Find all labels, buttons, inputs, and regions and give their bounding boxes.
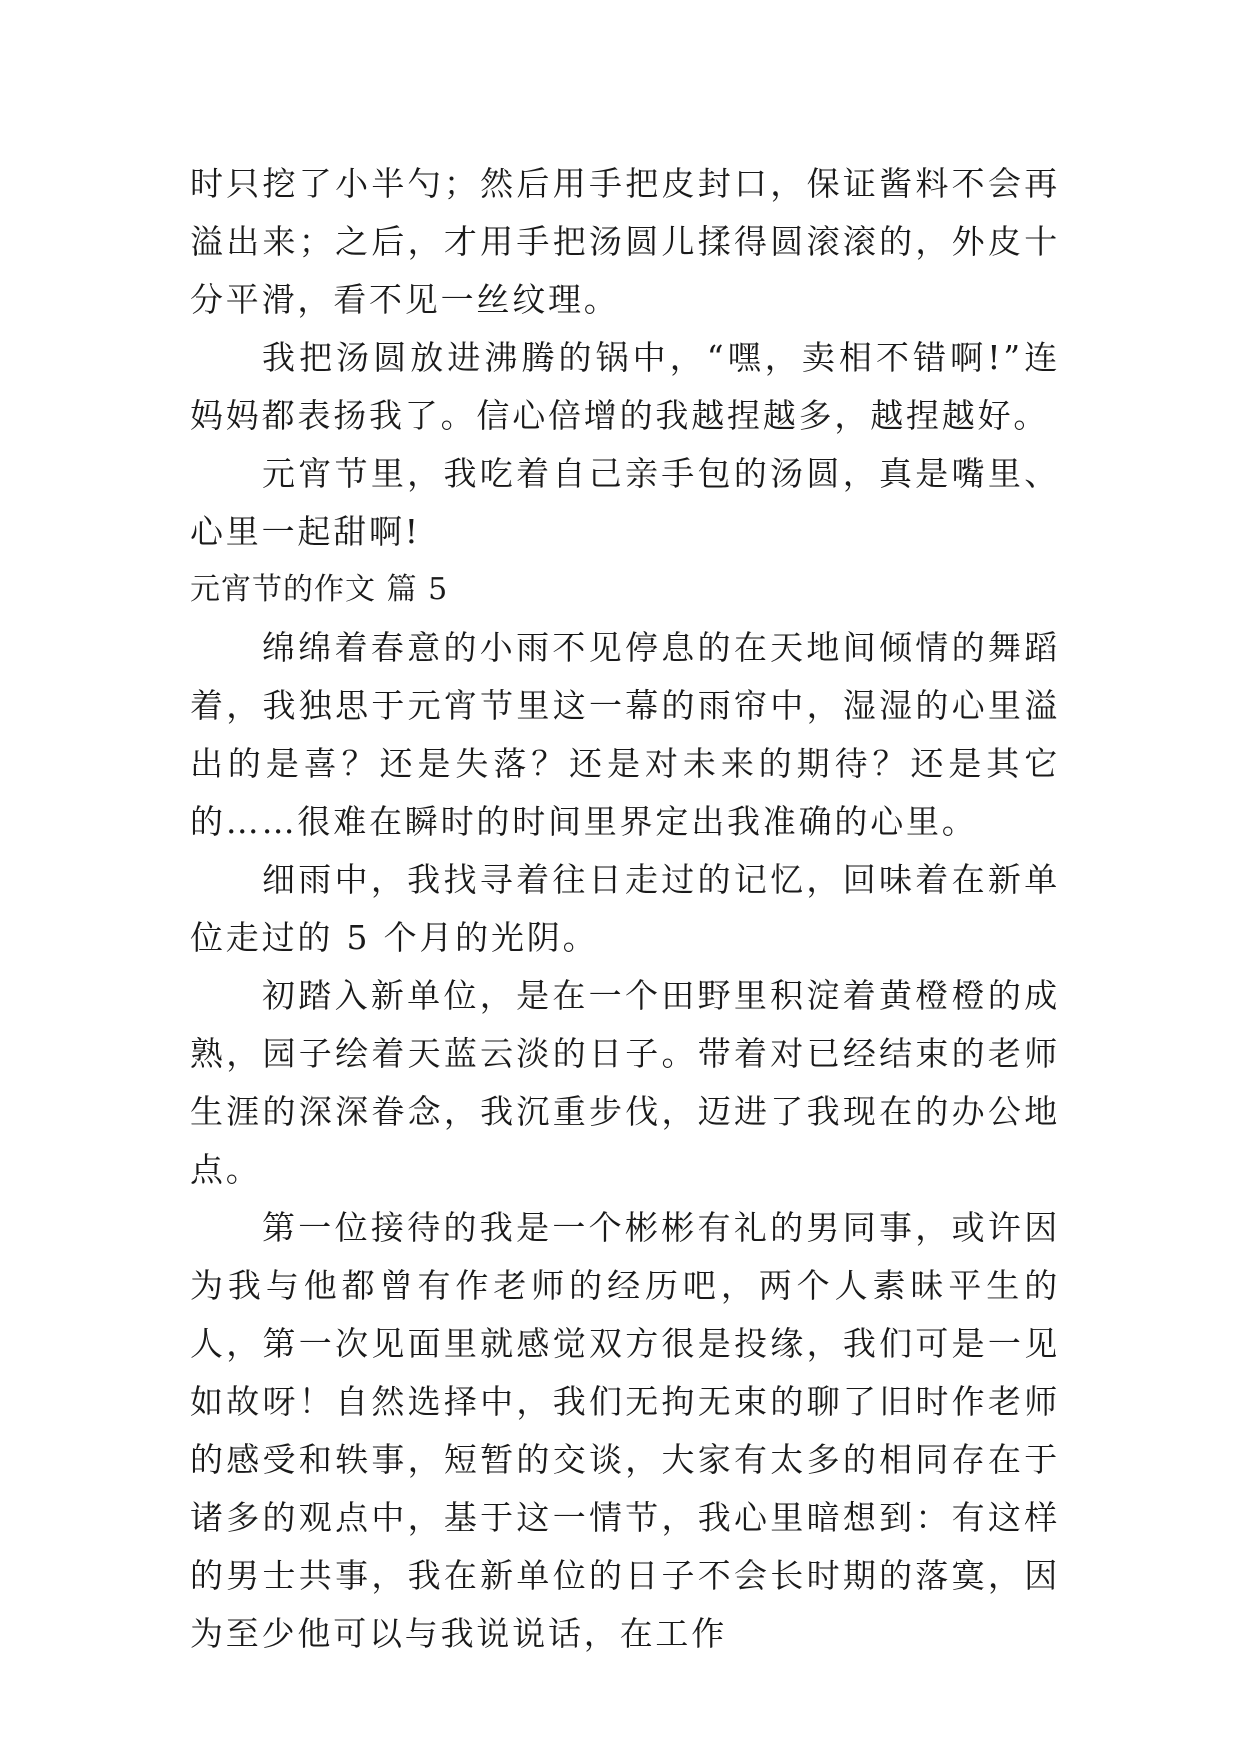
paragraph-continuation: 时只挖了小半勺；然后用手把皮封口，保证酱料不会再溢出来；之后，才用手把汤圆儿揉得圆滚滚的，外皮十分平滑，看不见一丝纹理。 bbox=[190, 164, 1060, 319]
paragraph: 初踏入新单位，是在一个田野里积淀着黄橙橙的成熟，园子绘着天蓝云淡的日子。带着对已经结束的老师生涯的深深眷念，我沉重步伐，迈进了我现在的办公地点。 bbox=[190, 976, 1060, 1189]
paragraph: 第一位接待的我是一个彬彬有礼的男同事，或许因为我与他都曾有作老师的经历吧，两个人素昧平生的人，第一次见面里就感觉双方很是投缘，我们可是一见如故呀！自然选择中，我们无拘无束的聊了旧时作老师的感受和轶事，短暂的交谈，大家有太多的相同存在于诸多的观点中，基于这一情节，我心里暗想到：有这样的男士共事，我在新单位的日子不会长时期的落寞，因为至少他可以与我说说话，在工作 bbox=[190, 1208, 1060, 1653]
document-body bbox=[190, 155, 1060, 1663]
section-heading: 元宵节的作文 篇 5 bbox=[190, 572, 449, 607]
paragraph: 细雨中，我找寻着往日走过的记忆，回味着在新单位走过的 5 个月的光阴。 bbox=[190, 860, 1060, 957]
paragraph: 我把汤圆放进沸腾的锅中，“嘿，卖相不错啊!”连妈妈都表扬我了。信心倍增的我越捏越多，越捏越好。 bbox=[190, 338, 1060, 435]
paragraph: 绵绵着春意的小雨不见停息的在天地间倾情的舞蹈着，我独思于元宵节里这一幕的雨帘中，湿湿的心里溢出的是喜？还是失落？还是对未来的期待？还是其它的……很难在瞬时的时间里界定出我准确的心里。 bbox=[190, 628, 1060, 841]
paragraph: 元宵节里，我吃着自己亲手包的汤圆，真是嘴里、心里一起甜啊! bbox=[190, 454, 1060, 551]
